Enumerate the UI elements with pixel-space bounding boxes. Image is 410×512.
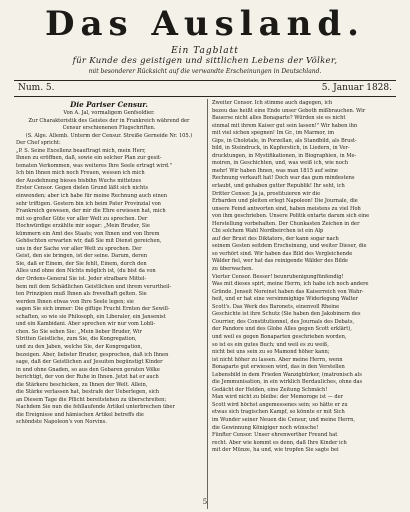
text-line: Was mit dieses spirt, meine Herrn, ich habe ich noch andere — [212, 281, 369, 288]
text-line: Ihnen zu eröffnen, daß, sowie ein solcher Plan zur gesit- — [16, 155, 162, 162]
text-line: Sie, daß er Einem, der Sie fehlt, Einem, durch den — [16, 260, 147, 267]
text-line: drucktungen, in Mystifikationen, in Biographien, in Me- — [212, 152, 357, 159]
text-line: die Gewinnung Königiger noch wünsche! — [212, 424, 319, 431]
issue-date: 5. Januar 1828. — [321, 83, 392, 93]
text-line: chen. So Sie sehen Sie: „Mein lieber Bruder, Wir — [16, 328, 142, 335]
text-line: hem mit dem Schädlichen Geistlichen und ihrem verurtheil- — [16, 283, 172, 290]
text-line: einwenden; aber ich habe für meine Rechnung auch einen — [16, 193, 168, 200]
text-line: uns in der Sache vor aller Welt zu sprechen. Der — [16, 245, 142, 252]
text-line: der Ausdehnung bieses bisbihn Wuchs mittetzes — [16, 177, 142, 184]
text-line: einmal mit ihrem Kaiser gut sein lassen!" Wir haben ihn — [212, 122, 358, 129]
text-line: unsere Feind antworten sind, haben meistens zu viel Hoh — [212, 205, 361, 212]
masthead-subtitle-2: für Kunde des geistigen und sittlichen Lebens der Völker, — [72, 56, 338, 66]
text-line: seinem Gesten seitdem Erscheinung, und weiter Dieser, die — [212, 243, 367, 250]
text-line: Cbi solchem Wahl Nordbeirchen ist ein Alp — [212, 228, 324, 235]
issue-number: Num. 5. — [18, 83, 55, 93]
text-line: Ich bin Ihnen mich noch Freuen, wessen ich mich — [16, 170, 145, 177]
text-line: kümmern ein Amt des Staats; von Ihnen und von Ihrem — [16, 230, 160, 237]
text-line: ist nicht höher zu lassen. Aber meine Herrn, wenn — [212, 356, 343, 363]
text-line: tematen Verkommen, was weiteres Ihre Seele ertragt wird." — [16, 162, 172, 169]
text-line: recht. Aber wie kommt es denn, daß Ihre Kinder ich — [212, 439, 347, 446]
text-line: heit, und er hat eine versimmighige Widerlegung Walter — [212, 296, 358, 303]
text-line: Courrier, des Constitutionnel, des Journals des Debats, — [212, 318, 355, 325]
text-line: Lebensbild in dem Frieden Wanzigbürker, (matronisch als — [212, 371, 362, 378]
text-line: erlaubt, und gehaben gutter Republik! Ihr seht, ich — [212, 183, 345, 190]
text-line: „P. S. Seine Excellenz beauftragt mich, mein Herr, — [16, 147, 146, 154]
text-line: Erster Censor. Gegen dielen Grund läßt sich nichts — [16, 185, 148, 192]
text-line: Fünfter Censor. Unser ehrenwerther Freund hat — [212, 432, 338, 439]
text-line: nicht bei uns sein zu so Mamond höher kann; — [212, 349, 330, 356]
text-line: Gips, in Cholotale, in Porzellan, als Standbild, als Brust- — [212, 137, 357, 144]
text-line: Gedächt der Helden, eine Zeitung Schmäch! — [212, 386, 328, 393]
text-line: (S. Alge. Allemb. Unterm der Censur. Streiße Gerneide Nr. 105.) — [25, 132, 193, 139]
text-line: und weil es gegen Bonaparten geschrieben worden, — [212, 333, 347, 340]
text-line: bezeigen. Aber, liebster Bruder, gesprochen, daß ich Ihnen — [16, 351, 169, 358]
text-line: und zu den Jaben, welche Sie, der Kongregation, — [16, 343, 143, 350]
text-line: Hochwürdige erzählte mir sogar: „Mein Bruder, Sie — [16, 223, 150, 230]
text-line: Alles und ohne den Nichts möglich ist, (du bist da von — [16, 268, 156, 275]
text-line: Bauerse nicht alles Bonaparte? Würden sie es nicht — [212, 115, 346, 122]
text-line: und ein Kambidani. Aber sprechen wir nur vom Lobli- — [16, 321, 156, 328]
bottom-rule — [14, 96, 396, 97]
text-line: Man wird nicht zu bleibe: der Memoroge ist — der — [212, 394, 344, 401]
text-line: Von A. Jal, vormaligem Genfsoldier. — [63, 110, 155, 116]
text-line: mit der Münze, ha und, wie tropfen Sie sagte bei — [212, 447, 339, 454]
text-line: der Ordens-General Sie ist. Jeder strafbare Mittel- — [16, 276, 147, 283]
text-line: sagen Sie sich immer: Die giftige Frucht Ernten der Sewill- — [16, 306, 170, 313]
text-line: Gehöschten erwarten wir, daß Sie mit Dienst gereichen, — [16, 238, 162, 245]
text-line: etwas sich tragischen Kampf, so könnte er mit Sich — [212, 409, 345, 416]
text-line: mit so großer Güte vor aller Welt zu sprechen. Der — [16, 215, 148, 222]
text-line: sage, daß der Geistlichen auf Jesuiten begünstigt Kinder — [16, 359, 163, 366]
text-line: Erbarden und pleiten erlegt Napoleon! Die Journale, die — [212, 198, 358, 205]
text-line: so verhört sind. Wir haben das Bild des Vergleichende — [212, 250, 353, 257]
text-line: zu überwachen. — [212, 266, 254, 273]
issue-row — [14, 83, 396, 95]
text-line: berichtigt, der von der Ruhe in Ihnen. Jetzt hat er auch — [16, 374, 159, 381]
left-column — [16, 100, 202, 427]
text-line: Scott's. Das Werk des Baronets, einenvoll Rheine — [212, 303, 340, 310]
text-line: Geschichte ist ihre Schutz (Sie haben den Jakobinern des — [212, 311, 361, 318]
masthead-subtitle-3: mit besonderer Rücksicht auf die verwandte Erscheinungen in Deutschland. — [88, 68, 322, 75]
text-line: Frankreich gewesen, der mir die Ehre erwiesen hat, mich — [16, 208, 166, 215]
text-line: mehr! Wir haben Ihnen, was man 1815 auf seine — [212, 167, 339, 174]
text-line: bild, in Steindruck, in Kupferstich, in Liedern, in Ver- — [212, 145, 350, 152]
text-line: schaften, so wie sie Philosoph, ein Liberaler, ein Jansenist — [16, 313, 166, 320]
text-line: Scott wird höchst angemessenes sein; so hätte er zu — [212, 401, 348, 408]
text-line: der Pandore und des Globe Alles gegen Scott erklärt), — [212, 326, 352, 333]
text-line: mit viel sichen spegnen! Im Gr., im Marmor, im — [212, 130, 335, 137]
right-column — [212, 100, 398, 455]
text-line: Der Chef spricht: — [16, 140, 61, 147]
masthead-title: Das Ausland. — [44, 4, 365, 44]
text-line: an Diesem Tage die Pflicht bereitstehen zu überschreiten; — [16, 396, 167, 403]
top-rule — [14, 80, 396, 81]
text-line: sehr triftigen. Gestern bin ich beim Pater Provinzial von — [16, 200, 161, 207]
text-line: die Stärke verlassen hat, bestrafe der Ueberlegen, sich — [16, 389, 160, 396]
text-line: Geist, den sie bringen, ist der seine. Darum, deren — [16, 253, 148, 260]
text-line: die Jemmunisation, in ein wirklich Berdauliches, ohne das — [212, 379, 363, 386]
text-line: die Stärkere beschicken, zu Ihnen der Welt. Allein, — [16, 381, 148, 388]
text-line: Herstellung vorbehalten. Der Chunkasten Zeichen in der — [212, 220, 360, 227]
text-line: moiren, in Geschichten, und, was weiß ich, wie noch — [212, 160, 349, 167]
text-line: Stritten Geistliche, zum Sie, die Kongregation, — [16, 336, 137, 343]
text-line: Gründe. Jenseit Noreinst haben das Kaiserreich von Wahr- — [212, 288, 364, 295]
text-line: Censur erschienenen Flugschriften. — [62, 125, 156, 132]
text-line: Wälder fiel, wer hat das reinigende Wälder des Bilde — [212, 258, 349, 265]
text-line: bezeu das heißt eine Ende unser Geboth mißbrauchen. Wir — [212, 107, 366, 114]
text-line: werden Ihnen etwas von Ihre Seele legen; sie — [16, 298, 134, 305]
text-line: von ihm geschrieben. Unsere Politik entarte darum sich eine — [212, 213, 370, 220]
page-number: 5 — [202, 498, 208, 506]
text-line: auf der Brust des Diktators, der kann sogar nach — [212, 235, 339, 242]
text-line: schöndste Napoleon's von Norvins. — [16, 419, 107, 426]
text-line: Rechnung verkauft hat! Doch war das gum mindestens — [212, 175, 355, 182]
text-line: Nachdem Sie nun die fehllaufende Artikel unterbrechen über — [16, 404, 175, 411]
text-line: in und ohne Gnaden, so aus den Gebaren geraten Völke — [16, 366, 160, 373]
text-line: Bonaparte gut erwiesen wird, das in den Verstellen — [212, 364, 345, 371]
column-separator — [207, 99, 208, 509]
text-line: Vierter Censor. Besser! beunrubenigungfünfendig! — [212, 273, 344, 280]
text-line: im Wunder seiner Neuen die Censur, und meine Herrn, — [212, 416, 356, 423]
text-line: Dritter Censor. Ja ja, prostituieren wir die — [212, 190, 321, 197]
text-line: die Ereignisse und hämischen Artikel betreffs die — [16, 411, 144, 418]
text-line: ten Prinzipien muß Ihnen als frevelhaft gelten. Sie — [16, 291, 147, 298]
text-line: Zur Charakteristik des Geistes der in Frankreich während der — [28, 117, 190, 124]
masthead-subtitle-1: Ein Tagblatt — [171, 46, 239, 56]
text-line: Zweiter Censor. Ich stimme auch dagegen, ich — [212, 100, 333, 106]
article-heading: Die Pariser Censur. — [70, 100, 148, 109]
text-line: so ist es ein gutes Buch; und weil es zu weiß, — [212, 341, 329, 348]
